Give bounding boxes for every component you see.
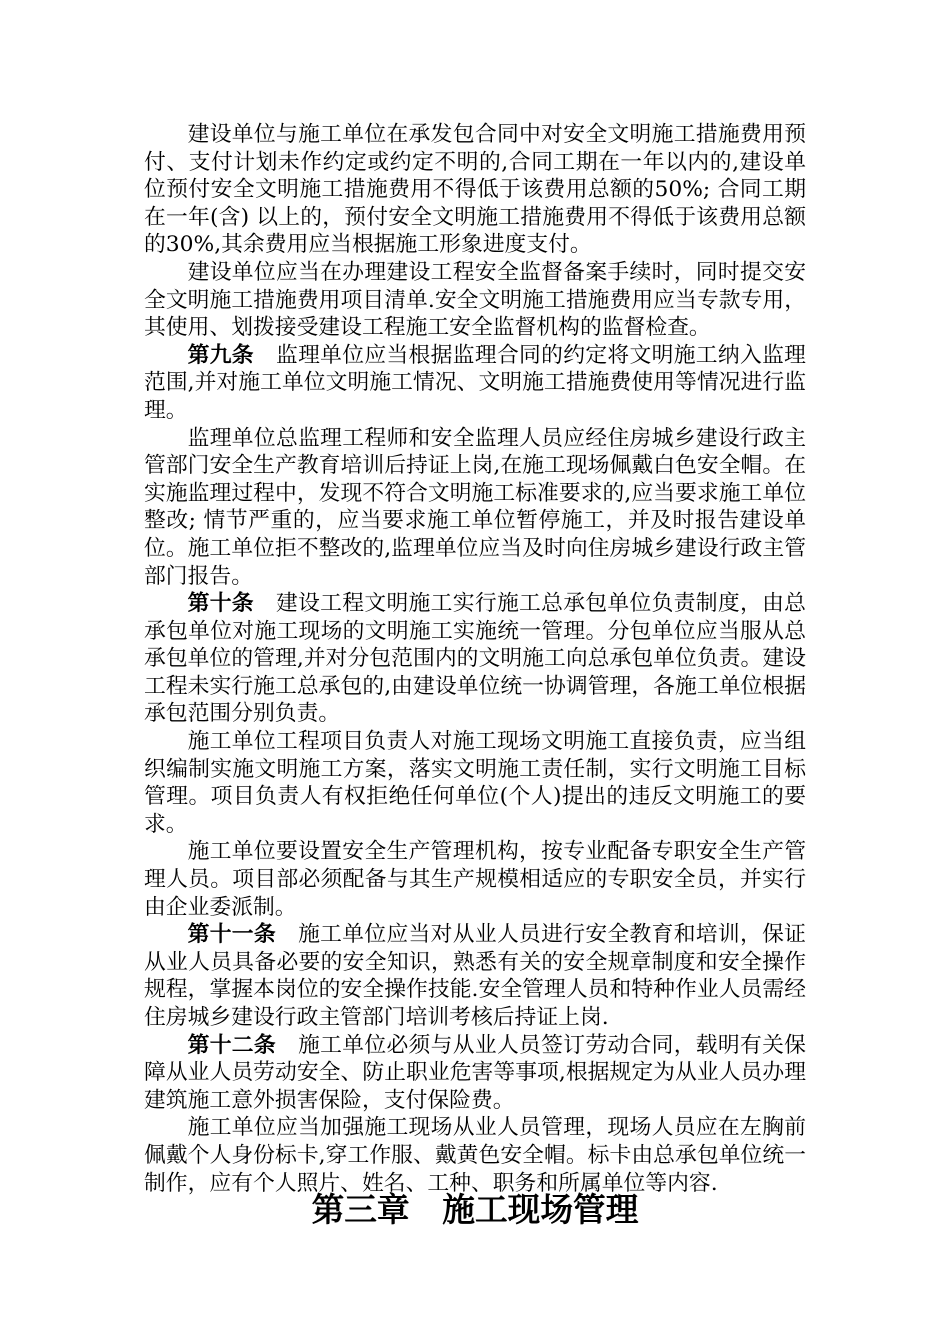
paragraph-text: 建设单位应当在办理建设工程安全监督备案手续时，同时提交安全文明施工措施费用项目清单.安全文明施工措施费用应当专款专用，其使用、划拨接受建设工程施工安全监督机构的监督检查。 [144,259,806,341]
article-number: 第十一条 [187,922,276,948]
paragraph-article-11 [144,921,806,1031]
chapter-heading: 第三章 施工现场管理 [311,1191,639,1230]
paragraph-text: 施工单位工程项目负责人对施工现场文明施工直接负责，应当组织编制实施文明施工方案，落实文明施工责任制，实行文明施工目标管理。项目负责人有权拒绝任何单位(个人)提出的违反文明施工的要求。 [144,729,806,837]
paragraph-text: 监理单位总监理工程师和安全监理人员应经住房城乡建设行政主管部门安全生产教育培训后持证上岗,在施工现场佩戴白色安全帽。在实施监理过程中，发现不符合文明施工标准要求的,应当要求施工单位整改; 情节严重的，应当要求施工单位暂停施工，并及时报告建设单位。施工单位拒不整改的,监理单位应当及时向住房城乡建设行政主管部门报告。 [144,425,806,589]
paragraph-text: 施工单位应当对从业人员进行安全教育和培训，保证从业人员具备必要的安全知识，熟悉有关的安全规章制度和安全操作规程，掌握本岗位的安全操作技能.安全管理人员和特种作业人员需经住房城乡建设行政主管部门培训考核后持证上岗. [144,922,806,1030]
article-number: 第十二条 [187,1032,276,1058]
paragraph-cost-list [144,259,806,342]
paragraph-text: 监理单位应当根据监理合同的约定将文明施工纳入监理范围,并对施工单位文明施工情况、文明施工措施费使用等情况进行监理。 [144,342,806,423]
paragraph-text: 施工单位应当加强施工现场从业人员管理，现场人员应在左胸前佩戴个人身份标卡,穿工作服、戴黄色安全帽。标卡由总承包单位统一制作，应有个人照片、姓名、工种、职务和所属单位等内容. [144,1115,806,1196]
paragraph-article-9 [144,342,806,425]
paragraph-text: 建设单位与施工单位在承发包合同中对安全文明施工措施费用预付、支付计划未作约定或约定不明的,合同工期在一年以内的,建设单位预付安全文明施工措施费用不得低于该费用总额的50%; 合同工期在一年(含) 以上的，预付安全文明施工措施费用不得低于该费用总额的30%,其余费用应当根据施工形象进度支付。 [144,122,806,258]
paragraph-article-10 [144,590,806,728]
paragraph-text: 施工单位必须与从业人员签订劳动合同，载明有关保障从业人员劳动安全、防止职业危害等事项,根据规定为从业人员办理建筑施工意外损害保险，支付保险费。 [144,1032,806,1113]
paragraph-supervisor-duties [144,425,806,591]
article-number: 第十条 [187,591,254,617]
paragraph-text: 建设工程文明施工实行施工总承包单位负责制度，由总承包单位对施工现场的文明施工实施统一管理。分包单位应当服从总承包单位的管理,并对分包范围内的文明施工向总承包单位负责。建设工程未实行施工总承包的,由建设单位统一协调管理，各施工单位根据承包范围分别负责。 [144,591,806,727]
paragraph-advance-payment [144,121,806,259]
paragraph-article-12 [144,1032,806,1115]
paragraph-site-personnel [144,1114,806,1197]
document-page [144,121,806,1230]
article-number: 第九条 [187,342,254,368]
paragraph-safety-staff [144,838,806,921]
paragraph-text: 施工单位要设置安全生产管理机构，按专业配备专职安全生产管理人员。项目部必须配备与其生产规模相适应的专职安全员，并实行由企业委派制。 [144,839,806,920]
paragraph-project-manager [144,728,806,838]
